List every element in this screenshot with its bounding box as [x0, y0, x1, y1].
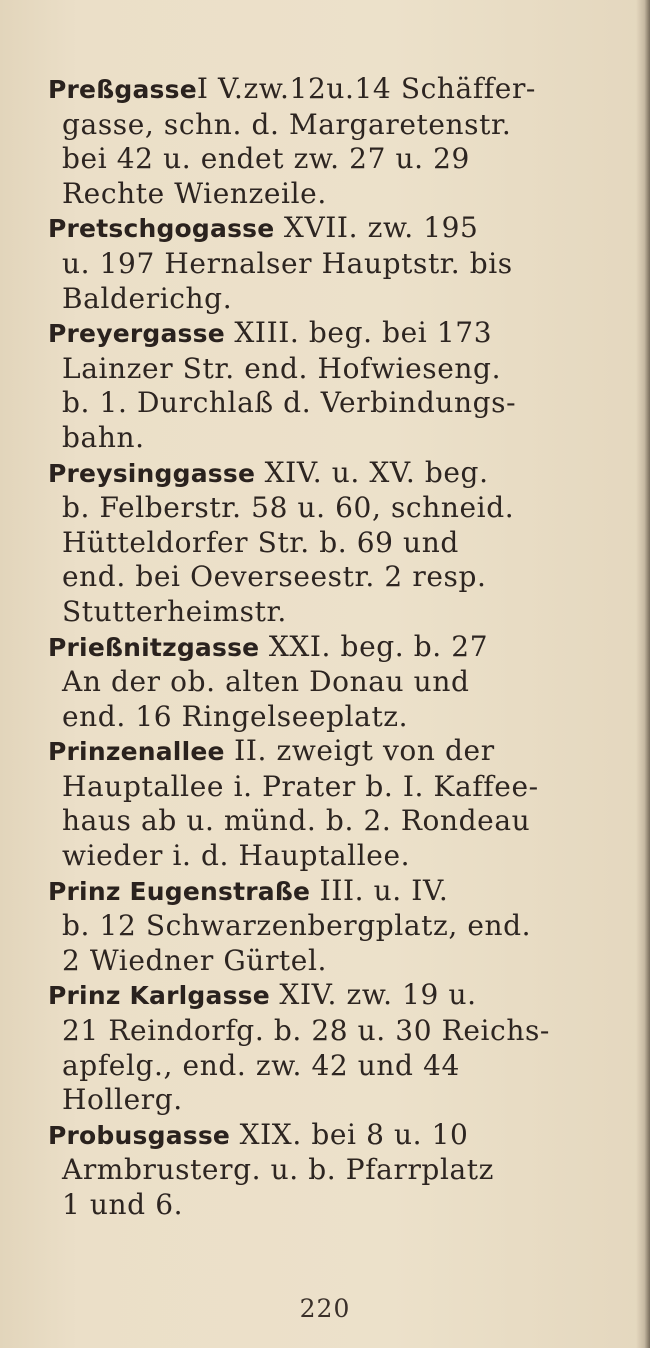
entry-text: Balderichg. [62, 281, 233, 315]
page-edge-shadow [636, 0, 650, 1348]
directory-entry [48, 874, 620, 979]
entry-text: Lainzer Str. end. Hofwieseng. [62, 351, 502, 385]
entry-first-line [48, 316, 620, 352]
entry-first-line [48, 978, 620, 1014]
entry-text: wieder i. d. Hauptallee. [62, 839, 411, 873]
street-name: Probusgasse [48, 1120, 231, 1150]
entry-text: Rechte Wienzeile. [62, 176, 327, 210]
entry-text: I V.zw.12u.14 Schäffer- [196, 72, 536, 105]
entry-text: b. Felberstr. 58 u. 60, schneid. [62, 491, 515, 525]
directory-entry [48, 316, 620, 455]
entry-text: apfelg., end. zw. 42 und 44 [62, 1048, 460, 1082]
entry-first-line [48, 211, 620, 247]
street-name: Prinz Eugenstraße [48, 876, 311, 906]
entry-text: bahn. [62, 420, 145, 454]
directory-entry [48, 1118, 620, 1223]
directory-entry [48, 456, 620, 630]
entry-first-line [48, 1117, 620, 1154]
entry-text: XXI. beg. b. 27 [259, 629, 489, 663]
directory-entry [48, 211, 620, 316]
directory-entry [48, 734, 620, 873]
street-directory [48, 72, 620, 1223]
entry-text: Hollerg. [62, 1083, 183, 1117]
entry-text: 2 Wiedner Gürtel. [62, 943, 328, 977]
directory-entry [48, 978, 620, 1117]
entry-first-line [48, 629, 620, 666]
entry-text: XIV. zw. 19 u. [269, 978, 477, 1012]
street-name: Prinz Karlgasse [48, 981, 270, 1011]
entry-text: haus ab u. münd. b. 2. Rondeau [62, 804, 531, 838]
directory-entry [48, 72, 620, 211]
entry-first-line [48, 455, 620, 492]
entry-first-line [48, 873, 620, 910]
entry-text: end. bei Oeverseestr. 2 resp. [62, 560, 487, 594]
entry-text: XIV. u. XV. beg. [255, 455, 489, 489]
page-number: 220 [299, 1294, 351, 1323]
entry-text: XVII. zw. 195 [274, 211, 479, 245]
entry-text: Armbrusterg. u. b. Pfarrplatz [62, 1153, 494, 1187]
entry-text: II. zweigt von der [224, 734, 495, 768]
directory-entry [48, 630, 620, 735]
entry-text: u. 197 Hernalser Hauptstr. bis [62, 246, 513, 280]
entry-text: XIX. bei 8 u. 10 [230, 1117, 469, 1151]
entry-text: 1 und 6. [62, 1188, 184, 1221]
street-name: Prinzenallee [48, 737, 225, 767]
entry-first-line [48, 72, 620, 108]
entry-text: XIII. beg. bei 173 [224, 316, 493, 350]
entry-text: bei 42 u. endet zw. 27 u. 29 [62, 142, 470, 176]
entry-text: 21 Reindorfg. b. 28 u. 30 Reichs- [62, 1014, 550, 1048]
street-name: Pretschgogasse [48, 214, 275, 244]
entry-text: Stutterheimstr. [62, 594, 287, 628]
entry-text: b. 12 Schwarzenbergplatz, end. [62, 909, 532, 943]
entry-text: end. 16 Ringelseeplatz. [62, 699, 409, 733]
street-name: Preßgasse [48, 75, 197, 104]
street-name: Preysinggasse [48, 458, 256, 488]
entry-text: Hütteldorfer Str. b. 69 und [62, 525, 459, 559]
entry-text: gasse, schn. d. Margaretenstr. [62, 107, 512, 141]
entry-first-line [48, 734, 620, 770]
street-name: Preyergasse [48, 319, 225, 349]
entry-text: b. 1. Durchlaß d. Verbindungs- [62, 386, 517, 420]
entry-text: III. u. IV. [310, 873, 449, 907]
entry-text: An der ob. alten Donau und [62, 665, 470, 699]
street-name: Prießnitzgasse [48, 632, 260, 662]
entry-text: Hauptallee i. Prater b. I. Kaffee- [62, 769, 539, 803]
